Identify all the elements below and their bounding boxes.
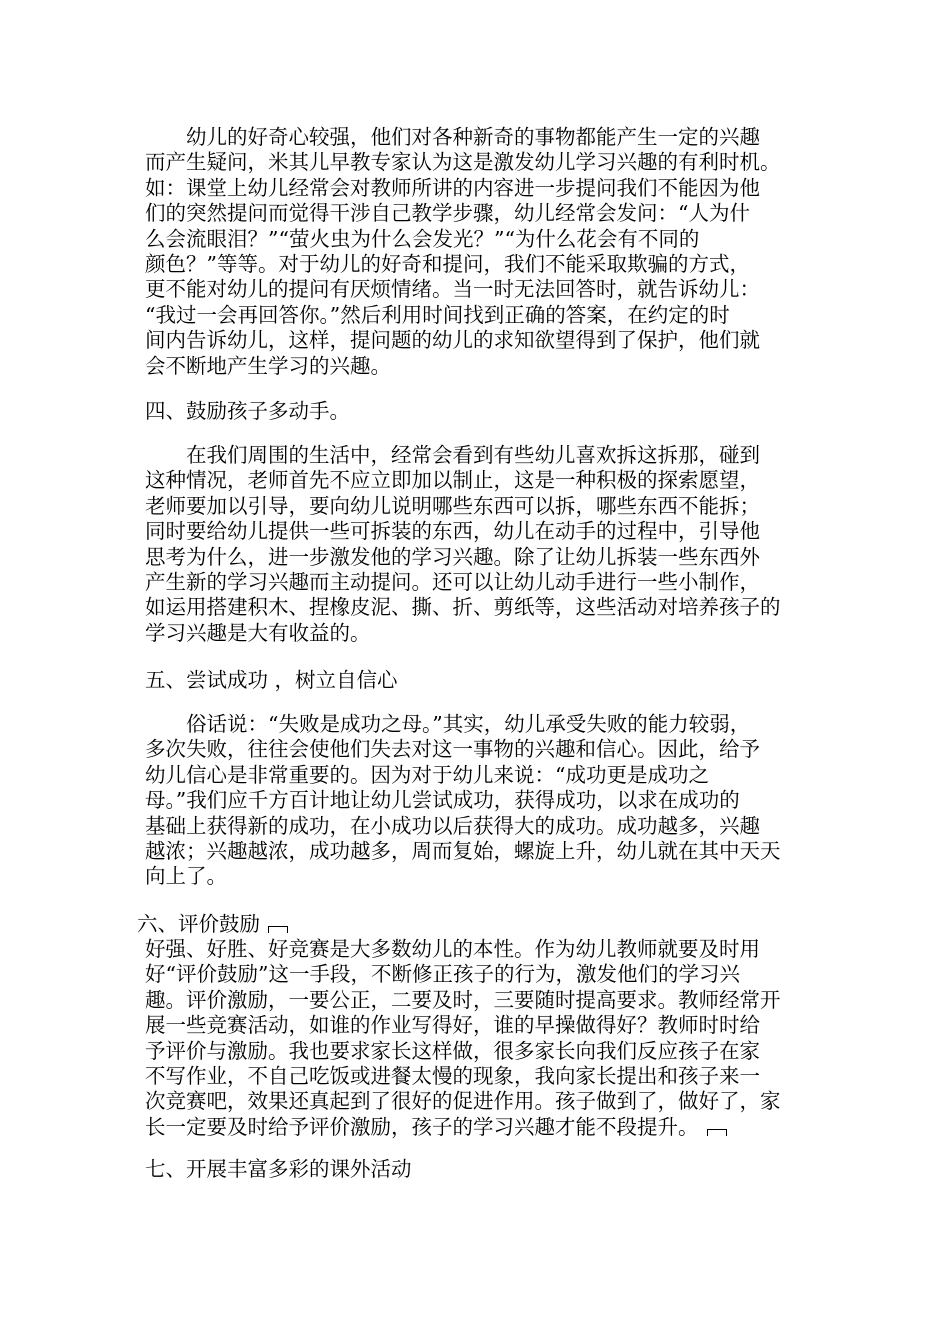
text-line: 不写作业，不自己吃饭或进餐太慢的现象，我向家长提出和孩子来一 xyxy=(145,1063,760,1088)
text-line: 更不能对幼儿的提问有厌烦情绪。当一时无法回答时，就告诉幼儿： xyxy=(145,277,760,302)
section-heading-7: 七、开展丰富多彩的课外活动 xyxy=(145,1157,412,1181)
section-heading-4: 四、鼓励孩子多动手。 xyxy=(145,399,350,423)
paragraph-evaluation xyxy=(145,937,815,1140)
paragraph-curiosity xyxy=(145,125,815,379)
text-line: 趣。评价激励，一要公正，二要及时，三要随时提高要求。教师经常开 xyxy=(145,987,781,1012)
text-line: 这种情况，老师首先不应立即加以制止，这是一种积极的探索愿望， xyxy=(145,468,760,493)
editing-mark-icon xyxy=(707,1129,727,1136)
text-line: 好“评价鼓励”这一手段，不断修正孩子的行为，激发他们的学习兴 xyxy=(145,962,740,987)
text-line: 多次失败，往往会使他们失去对这一事物的兴趣和信心。因此，给予 xyxy=(145,737,760,762)
section-heading-6-label: 六、评价鼓励 xyxy=(137,912,260,936)
text-line: 老师要加以引导，要向幼儿说明哪些东西可以拆，哪些东西不能拆； xyxy=(145,493,760,518)
text-line: 在我们周围的生活中，经常会看到有些幼儿喜欢拆这拆那，碰到 xyxy=(145,443,760,467)
text-line: 展一些竞赛活动，如谁的作业写得好，谁的早操做得好？教师时时给 xyxy=(145,1013,760,1038)
text-line-content: 长一定要及时给予评价激励，孩子的学习兴趣才能不段提升。 xyxy=(145,1114,699,1139)
section-heading-5: 五、尝试成功 ，树立自信心 xyxy=(145,668,398,692)
text-line: 们的突然提问而觉得干涉自己教学步骤，幼儿经常会发问：“人为什 xyxy=(145,201,750,226)
paragraph-hands-on xyxy=(145,443,815,646)
text-line: 基础上获得新的成功，在小成功以后获得大的成功。成功越多，兴趣 xyxy=(145,813,760,838)
text-line: 间内告诉幼儿，这样，提问题的幼儿的求知欲望得到了保护，他们就 xyxy=(145,328,760,353)
text-line: 同时要给幼儿提供一些可拆装的东西，幼儿在动手的过程中，引导他 xyxy=(145,519,760,544)
text-line: 予评价与激励。我也要求家长这样做，很多家长向我们反应孩子在家 xyxy=(145,1038,760,1063)
text-line: 思考为什么，进一步激发他的学习兴趣。除了让幼儿拆装一些东西外 xyxy=(145,544,760,569)
section-heading-6 xyxy=(137,911,288,937)
text-line: 俗话说：“失败是成功之母。”其实，幼儿承受失败的能力较弱， xyxy=(145,712,751,736)
text-line: 幼儿的好奇心较强，他们对各种新奇的事物都能产生一定的兴趣 xyxy=(145,125,760,149)
text-line: 而产生疑问，米其儿早教专家认为这是激发幼儿学习兴趣的有利时机。 xyxy=(145,150,781,175)
text-line: 会不断地产生学习的兴趣。 xyxy=(145,353,391,378)
text-line xyxy=(145,1115,815,1140)
text-line: 向上了。 xyxy=(145,864,227,889)
text-line: 越浓；兴趣越浓，成功越多，周而复始，螺旋上升，幼儿就在其中天天 xyxy=(145,838,781,863)
text-line: 好强、好胜、好竞赛是大多数幼儿的本性。作为幼儿教师就要及时用 xyxy=(145,937,760,961)
editing-mark-icon xyxy=(268,926,288,933)
text-line: 颜色？”等等。对于幼儿的好奇和提问，我们不能采取欺骗的方式， xyxy=(145,251,750,276)
text-line: 么会流眼泪？”“萤火虫为什么会发光？”“为什么花会有不同的 xyxy=(145,226,700,251)
text-line: 学习兴趣是大有收益的。 xyxy=(145,620,371,645)
paragraph-success xyxy=(145,712,815,890)
text-line: 产生新的学习兴趣而主动提问。还可以让幼儿动手进行一些小制作， xyxy=(145,569,760,594)
text-line: 母。”我们应千方百计地让幼儿尝试成功，获得成功，以求在成功的 xyxy=(145,788,740,813)
text-line: 如运用搭建积木、捏橡皮泥、撕、折、剪纸等，这些活动对培养孩子的 xyxy=(145,595,781,620)
text-line: “我过一会再回答你。”然后利用时间找到正确的答案，在约定的时 xyxy=(145,302,730,327)
text-line: 次竞赛吧，效果还真起到了很好的促进作用。孩子做到了，做好了，家 xyxy=(145,1089,781,1114)
text-line: 如：课堂上幼儿经常会对教师所讲的内容进一步提问我们不能因为他 xyxy=(145,175,760,200)
text-line: 幼儿信心是非常重要的。因为对于幼儿来说：“成功更是成功之 xyxy=(145,762,709,787)
